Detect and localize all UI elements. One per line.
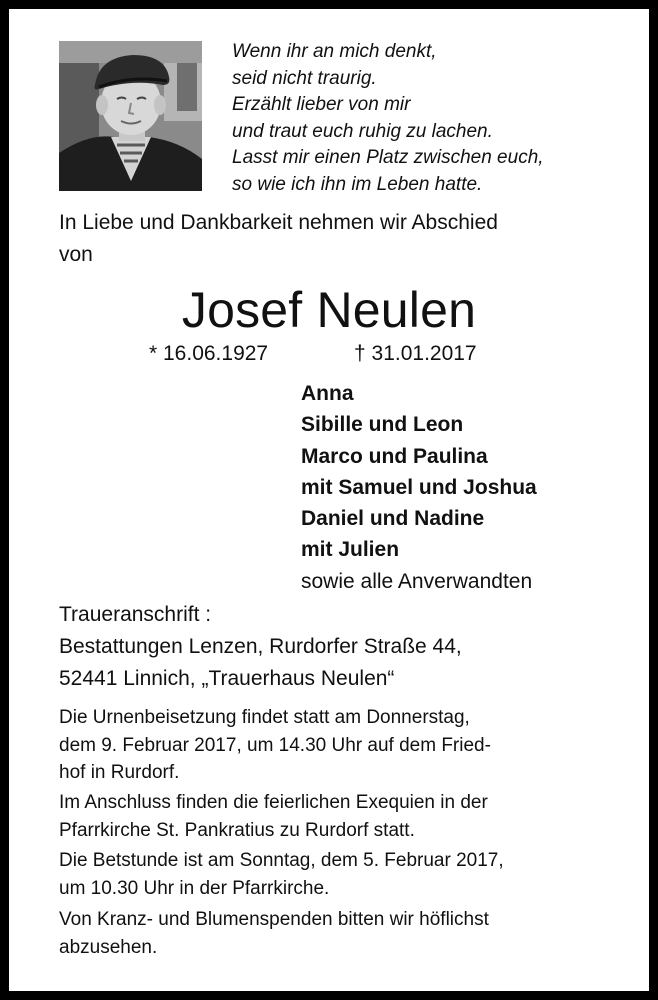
exequies-paragraph <box>59 789 599 844</box>
prayer-hour-paragraph <box>59 847 599 902</box>
obituary-card <box>9 9 649 991</box>
mourners-closing: sowie alle Anverwandten <box>301 569 533 593</box>
poem-line: so wie ich ihn im Leben hatte. <box>232 173 483 195</box>
deceased-name: Josef Neulen <box>181 282 477 338</box>
address-line: 52441 Linnich, „Trauerhaus Neulen“ <box>59 667 395 690</box>
poem-line: und traut euch ruhig zu lachen. <box>232 120 493 142</box>
paragraph-line: Die Urnenbeisetzung findet statt am Donnerstag, <box>59 707 470 728</box>
poem-line: Wenn ihr an mich denkt, <box>232 41 437 62</box>
portrait-illustration <box>59 41 202 191</box>
mourners-list <box>301 378 537 597</box>
mourner-line: Daniel und Nadine <box>301 507 485 531</box>
mourner-line: Sibille und Leon <box>301 413 464 437</box>
paragraph-line: dem 9. Februar 2017, um 14.30 Uhr auf dem Fried- <box>59 734 491 756</box>
poem-line: seid nicht traurig. <box>232 67 377 89</box>
mourner-line: mit Julien <box>301 538 400 562</box>
mourning-address <box>59 599 462 695</box>
mourner-line: Anna <box>301 382 354 405</box>
poem <box>232 39 632 198</box>
birth-date: * 16.06.1927 <box>149 342 269 365</box>
address-line: Bestattungen Lenzen, Rurdorfer Straße 44, <box>59 635 462 658</box>
farewell-intro <box>59 207 619 271</box>
portrait-photo <box>59 41 202 191</box>
paragraph-line: abzusehen. <box>59 936 158 958</box>
address-label: Traueranschrift : <box>59 603 212 626</box>
paragraph-line: Die Betstunde ist am Sonntag, dem 5. Februar 2017, <box>59 850 504 871</box>
intro-line: In Liebe und Dankbarkeit nehmen wir Abschied <box>59 211 498 234</box>
poem-line: Erzählt lieber von mir <box>232 94 411 115</box>
poem-line: Lasst mir einen Platz zwischen euch, <box>232 147 544 168</box>
flowers-note-paragraph <box>59 906 599 961</box>
paragraph-line: Von Kranz- und Blumenspenden bitten wir höflichst <box>59 909 489 930</box>
mourner-line: mit Samuel und Joshua <box>301 475 537 499</box>
death-date: † 31.01.2017 <box>354 342 477 365</box>
intro-line: von <box>59 243 93 266</box>
paragraph-line: hof in Rurdorf. <box>59 762 180 783</box>
paragraph-line: um 10.30 Uhr in der Pfarrkirche. <box>59 877 330 899</box>
urn-burial-paragraph <box>59 704 599 787</box>
paragraph-line: Pfarrkirche St. Pankratius zu Rurdorf statt. <box>59 819 415 841</box>
paragraph-line: Im Anschluss finden die feierlichen Exequien in der <box>59 792 488 813</box>
mourner-line: Marco und Paulina <box>301 444 488 468</box>
